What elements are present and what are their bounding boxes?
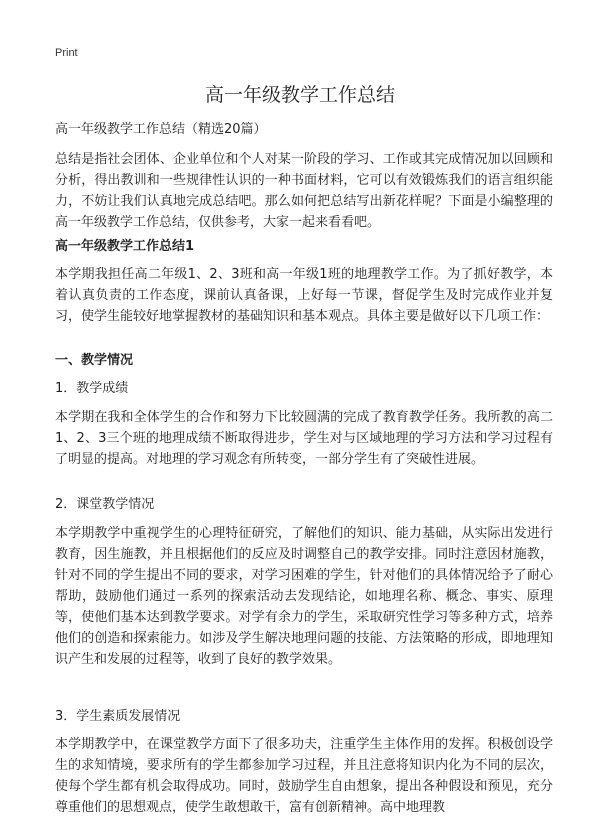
document-subtitle: 高一年级教学工作总结（精选20篇） <box>55 122 267 137</box>
item2-heading: 2．课堂教学情况 <box>55 497 155 512</box>
item2-paragraph: 本学期教学中重视学生的心理特征研究，了解他们的知识、能力基础，从实际出发进行教育，因生施教，并且根据他们的反应及时调整自己的教学安排。同时注意因材施教，针对不同的学生提出不同的要求，对学习困难的学生，针对他们的具体情况给予了耐心帮助，鼓励他们通过一系列的探索活动去发现结论，如地理名称、概念、事实、原理等，使他们基本达到教学要求。对学有余力的学生，采取研究性学习等多种方式，培养他们的创造和探索能力。如涉及学生解决地理问题的技能、方法策略的形成，即地理知识产生和发展的过程等，收到了良好的教学效果。 <box>55 526 553 667</box>
intro-paragraph: 总结是指社会团体、企业单位和个人对某一阶段的学习、工作或其完成情况加以回顾和分析，得出教训和一些规律性认识的一种书面材料，它可以有效锻炼我们的语言组织能力，不妨让我们认真地完成总结吧。那么如何把总结写出新花样呢？下面是小编整理的高一年级教学工作总结，仅供参考，大家一起来看看吧。 <box>55 152 553 230</box>
item3-paragraph: 本学期教学中，在课堂教学方面下了很多功夫，注重学生主体作用的发挥。积极创设学生的求知情境，要求所有的学生都参加学习过程，并且注意将知识内化为不同的层次，使每个学生都有机会取得成功。同时，鼓励学生自由想象，提出各种假设和预见，充分尊重他们的思想观点，使学生敢想敢干，富有创新精神。高中地理教 <box>55 737 553 815</box>
part-heading: 一、教学情况 <box>55 353 134 368</box>
section-heading: 高一年级教学工作总结1 <box>55 239 195 254</box>
item1-heading: 1．教学成绩 <box>55 381 129 396</box>
item3-heading: 3．学生素质发展情况 <box>55 709 181 724</box>
section-intro-paragraph: 本学期我担任高二年级1、2、3班和高一年级1班的地理教学工作。为了抓好教学，本着认真负责的工作态度，课前认真备课，上好每一节课，督促学生及时完成作业并复习，使学生能较好地掌握教材的基础知识和基本观点。具体主要是做好以下几项工作： <box>55 267 553 324</box>
page-title: 高一年级教学工作总结 <box>204 84 395 106</box>
item1-paragraph: 本学期在我和全体学生的合作和努力下比较圆满的完成了教育教学任务。我所教的高二1、2、3三个班的地理成绩不断取得进步，学生对与区域地理的学习方法和学习过程有了明显的提高。对地理的学习观念有所转变，一部分学生有了突破性进展。 <box>55 410 553 467</box>
print-link[interactable]: Print <box>55 47 78 59</box>
